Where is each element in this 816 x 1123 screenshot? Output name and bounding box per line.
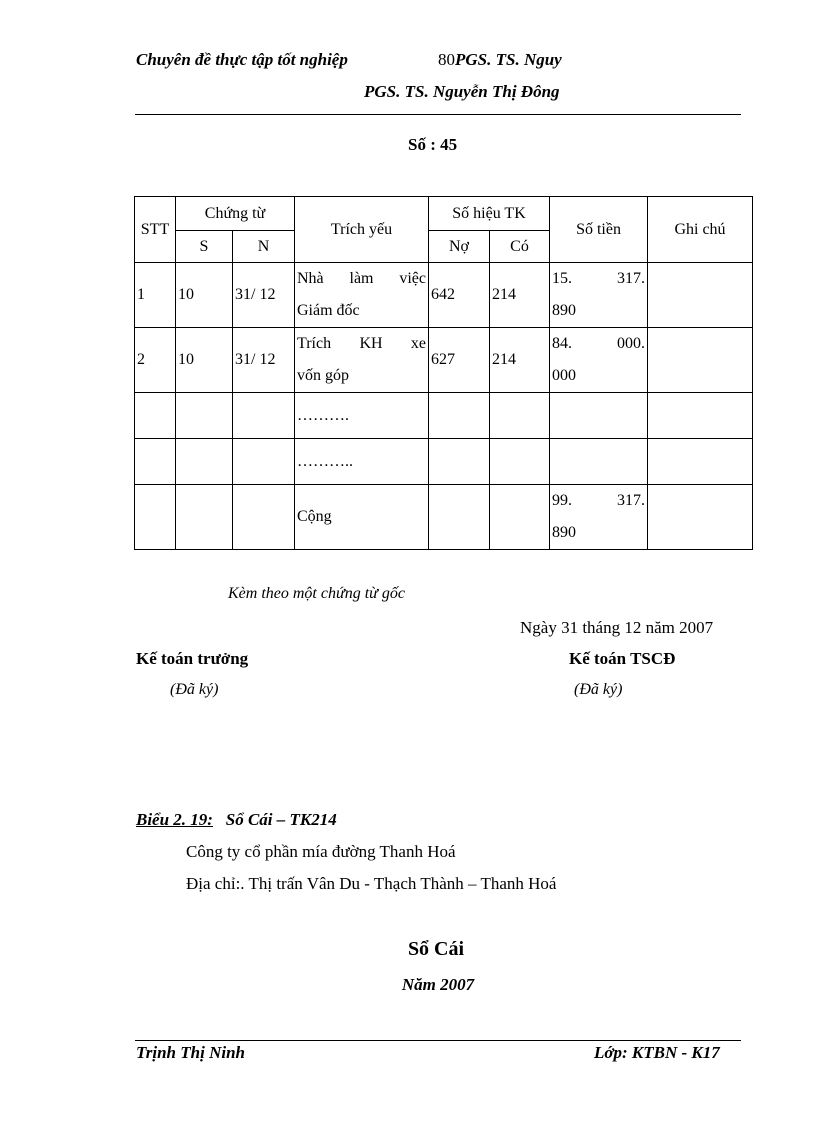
- section-label: Biểu 2. 19:: [136, 810, 213, 829]
- header-right-full: PGS. TS. Nguyễn Thị Đông: [364, 82, 560, 101]
- cell-s: 10: [176, 328, 233, 393]
- table-row: [135, 263, 753, 328]
- book-year: Năm 2007: [401, 975, 475, 994]
- col-trich-yeu: Trích yếu: [295, 197, 429, 263]
- header-rule: [135, 114, 741, 115]
- desc-line-2: Giám đốc: [297, 302, 360, 319]
- cell-amount: [550, 263, 648, 328]
- cell-desc: ………..: [295, 439, 429, 485]
- amount-line-1: [552, 328, 645, 360]
- amount-part: 84.: [552, 335, 573, 352]
- footer-rule: [135, 1040, 741, 1041]
- cell-no: 627: [429, 328, 490, 393]
- amount-line-2: 890: [552, 524, 577, 541]
- amount-line-2: 000: [552, 367, 577, 384]
- voucher-table: [134, 196, 753, 550]
- signature-right-status: (Đã ký): [574, 681, 623, 698]
- table-row: [135, 393, 753, 439]
- amount-part: 317.: [617, 492, 646, 509]
- cell-desc: [295, 328, 429, 393]
- attachment-note: Kèm theo một chứng từ gốc: [228, 585, 405, 602]
- total-amount: [550, 485, 648, 550]
- footer-author: Trịnh Thị Ninh: [136, 1043, 245, 1062]
- col-chung-tu: Chứng từ: [176, 197, 295, 231]
- cell-n: 31/ 12: [233, 328, 295, 393]
- col-so-hieu-tk: Số hiệu TK: [429, 197, 550, 231]
- voucher-number: Số : 45: [408, 135, 458, 154]
- desc-line-1: Trích KH xe: [297, 335, 426, 352]
- desc-line-2: vốn góp: [297, 367, 349, 384]
- amount-line-2: 890: [552, 302, 577, 319]
- total-row: [135, 485, 753, 550]
- header-page-number: [438, 50, 562, 70]
- col-stt: STT: [135, 197, 176, 263]
- page-number: 80: [438, 50, 455, 69]
- signature-left-title: Kế toán trưởng: [136, 649, 249, 668]
- cell-no: 642: [429, 263, 490, 328]
- cell-note: [648, 328, 753, 393]
- header-right-short: PGS. TS. Nguy: [455, 50, 562, 69]
- col-co: Có: [490, 231, 550, 263]
- table-row: [135, 328, 753, 393]
- amount-part: 15.: [552, 270, 573, 287]
- col-ghi-chu: Ghi chú: [648, 197, 753, 263]
- col-n: N: [233, 231, 295, 263]
- date-line: Ngày 31 tháng 12 năm 2007: [520, 618, 714, 637]
- cell-n: 31/ 12: [233, 263, 295, 328]
- cell-stt: 1: [135, 263, 176, 328]
- col-so-tien: Số tiền: [550, 197, 648, 263]
- section-title: Sổ Cái – TK214: [225, 810, 337, 829]
- company-name: Công ty cổ phần mía đường Thanh Hoá: [186, 842, 456, 861]
- cell-desc: [295, 263, 429, 328]
- desc-line-1: Nhà làm việc: [297, 270, 426, 287]
- header-row-1: [135, 197, 753, 231]
- cell-stt: 2: [135, 328, 176, 393]
- amount-part: 99.: [552, 492, 573, 509]
- amount-part: 317.: [617, 270, 646, 287]
- amount-part: 000.: [617, 335, 646, 352]
- signature-right-title: Kế toán TSCĐ: [569, 649, 676, 668]
- footer-class: Lớp: KTBN - K17: [594, 1043, 720, 1062]
- amount-line-1: [552, 263, 645, 295]
- table-row: [135, 439, 753, 485]
- cell-s: 10: [176, 263, 233, 328]
- cell-amount: [550, 328, 648, 393]
- total-label: Cộng: [295, 485, 429, 550]
- section-heading: [136, 810, 337, 830]
- col-s: S: [176, 231, 233, 263]
- company-address: Địa chỉ:. Thị trấn Vân Du - Thạch Thành – Thanh Hoá: [186, 874, 557, 893]
- cell-note: [648, 263, 753, 328]
- col-no: Nợ: [429, 231, 490, 263]
- header-left: Chuyên đề thực tập tốt nghiệp: [136, 50, 348, 69]
- signature-left-status: (Đã ký): [170, 681, 219, 698]
- cell-desc: ……….: [295, 393, 429, 439]
- cell-co: 214: [490, 263, 550, 328]
- amount-line-1: [552, 485, 645, 517]
- cell-co: 214: [490, 328, 550, 393]
- book-title: Sổ Cái: [407, 938, 465, 960]
